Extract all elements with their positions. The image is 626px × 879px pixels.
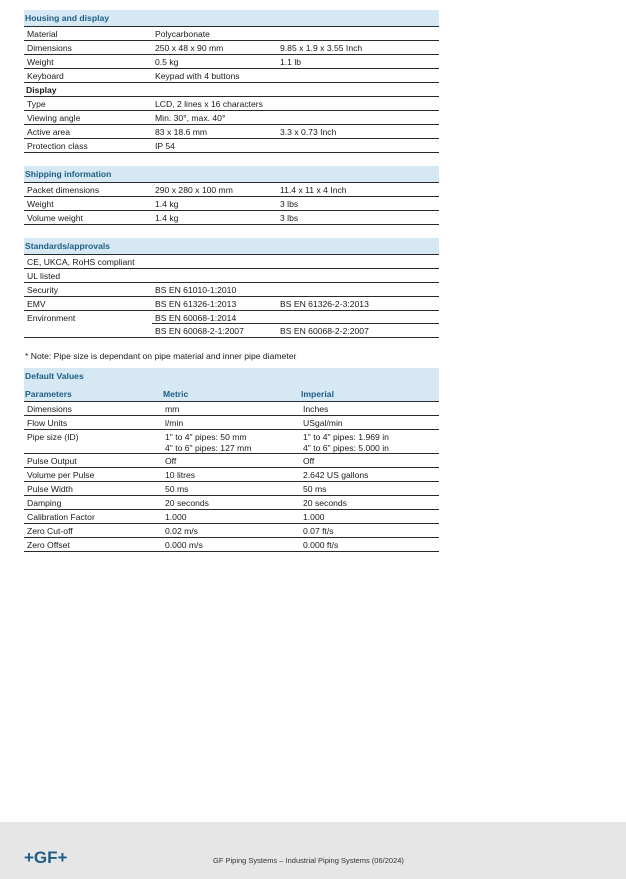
- table-row: [24, 311, 439, 324]
- param-name: Zero Offset: [27, 540, 70, 550]
- table-row: [24, 69, 439, 83]
- row-value-standard: BS EN 61326-1:2013: [155, 299, 237, 309]
- row-value-metric: Polycarbonate: [155, 29, 210, 39]
- row-value-imperial: [277, 111, 439, 124]
- row-value-standard: BS EN 60068-1:2014: [152, 311, 277, 324]
- row-label: [24, 324, 152, 337]
- param-imperial: USgal/min: [303, 418, 343, 428]
- param-metric: mm: [165, 404, 180, 414]
- row-value-imperial: 9.85 x 1.9 x 3.55 Inch: [280, 43, 363, 53]
- param-metric: 0.000 m/s: [165, 540, 203, 550]
- param-name: Calibration Factor: [27, 512, 95, 522]
- header-parameters: Parameters: [25, 389, 72, 399]
- datasheet: [24, 10, 439, 552]
- row-value-imperial: 3 lbs: [280, 213, 299, 223]
- param-imperial-line-2: 4" to 6" pipes: 5.000 in: [303, 443, 389, 453]
- table-row: [24, 468, 439, 482]
- param-imperial: 50 ms: [303, 484, 327, 494]
- table-row: [24, 416, 439, 430]
- param-metric-line-1: 1" to 4" pipes: 50 mm: [165, 432, 247, 442]
- row-label: CE, UKCA, RoHS compliant: [27, 257, 135, 267]
- display-subheading: Display: [26, 85, 57, 95]
- row-label: Packet dimensions: [27, 185, 100, 195]
- default-values-table: [24, 368, 439, 552]
- row-label: Dimensions: [27, 43, 72, 53]
- param-metric: 20 seconds: [165, 498, 209, 508]
- table-row: [24, 402, 439, 416]
- shipping-title: Shipping information: [24, 166, 439, 183]
- table-row: [24, 197, 439, 211]
- param-name: Flow Units: [27, 418, 68, 428]
- row-value-imperial: 1.1 lb: [280, 57, 302, 67]
- table-row: [24, 139, 439, 153]
- param-metric: l/min: [165, 418, 184, 428]
- param-name: Zero Cut-off: [27, 526, 73, 536]
- param-name: Pulse Width: [27, 484, 73, 494]
- table-row: [24, 27, 439, 41]
- page-footer: [0, 822, 626, 879]
- standards-table: [24, 238, 439, 338]
- param-imperial: Off: [303, 456, 315, 466]
- param-name: Damping: [27, 498, 62, 508]
- footer-text: GF Piping Systems – Industrial Piping Systems (06/2024): [213, 856, 404, 865]
- row-value-imperial: [277, 97, 439, 110]
- row-value-standard: BS EN 61010-1:2010: [155, 285, 237, 295]
- row-value-imperial: [277, 27, 439, 40]
- housing-title: Housing and display: [24, 10, 439, 27]
- row-value-standard-2: BS EN 60068-2-2:2007: [280, 326, 369, 336]
- param-imperial: 2.642 US gallons: [303, 470, 369, 480]
- row-label: UL listed: [27, 271, 61, 281]
- param-imperial: 0.000 ft/s: [303, 540, 339, 550]
- row-label: Material: [27, 29, 58, 39]
- table-row: [24, 496, 439, 510]
- table-row: [24, 211, 439, 225]
- pipe-size-note: * Note: Pipe size is dependant on pipe material and inner pipe diameter: [25, 351, 297, 361]
- shipping-table: [24, 166, 439, 225]
- row-value-metric: 250 x 48 x 90 mm: [155, 43, 224, 53]
- row-value-standard-2: [277, 283, 439, 296]
- param-metric: 50 ms: [165, 484, 189, 494]
- row-label: Weight: [27, 57, 54, 67]
- standards-title: Standards/approvals: [24, 238, 439, 255]
- gf-logo: +GF+: [24, 848, 68, 867]
- param-metric: 1.000: [165, 512, 187, 522]
- param-metric: 0.02 m/s: [165, 526, 198, 536]
- row-label: Keyboard: [27, 71, 64, 81]
- row-value-metric: 0.5 kg: [155, 57, 179, 67]
- row-value-imperial: 11.4 x 11 x 4 Inch: [280, 185, 347, 195]
- default-values-title: Default Values: [24, 368, 439, 385]
- table-row: [24, 97, 439, 111]
- housing-table: [24, 10, 439, 153]
- row-value-metric: 1.4 kg: [155, 213, 179, 223]
- param-metric-line-2: 4" to 6" pipes: 127 mm: [165, 443, 252, 453]
- row-value-standard: BS EN 60068-2-1:2007: [155, 326, 244, 336]
- param-metric: Off: [165, 456, 177, 466]
- header-imperial: Imperial: [301, 389, 334, 399]
- row-value-metric: Keypad with 4 buttons: [155, 71, 240, 81]
- row-label: Weight: [27, 199, 54, 209]
- row-value-metric: 83 x 18.6 mm: [155, 127, 208, 137]
- row-label: Active area: [27, 127, 70, 137]
- row-value-standard-2: [277, 311, 439, 324]
- table-row: [24, 430, 439, 454]
- header-metric: Metric: [163, 389, 189, 399]
- table-row: [24, 269, 439, 283]
- display-subheading-row: [24, 83, 439, 97]
- table-row: [24, 183, 439, 197]
- row-value-imperial: 3.3 x 0.73 Inch: [280, 127, 337, 137]
- param-imperial: 0.07 ft/s: [303, 526, 334, 536]
- table-row: [24, 297, 439, 311]
- row-label: EMV: [27, 299, 46, 309]
- table-row: [24, 538, 439, 552]
- row-label: Viewing angle: [27, 113, 81, 123]
- table-row: [24, 41, 439, 55]
- row-value-metric: IP 54: [155, 141, 175, 151]
- table-row: [24, 111, 439, 125]
- param-imperial: [300, 430, 439, 453]
- row-value-imperial: [277, 69, 439, 82]
- param-name: Dimensions: [27, 404, 72, 414]
- param-metric: 10 litres: [165, 470, 196, 480]
- param-name: Pulse Output: [27, 456, 77, 466]
- param-metric: [162, 430, 300, 453]
- table-row: [24, 255, 439, 269]
- param-imperial: 20 seconds: [303, 498, 347, 508]
- param-imperial: Inches: [303, 404, 329, 414]
- default-values-header: [24, 385, 439, 402]
- row-label: Security: [27, 285, 59, 295]
- row-value-metric: 1.4 kg: [155, 199, 179, 209]
- row-label: Protection class: [27, 141, 88, 151]
- table-row: [24, 524, 439, 538]
- row-value-metric: Min. 30°, max. 40°: [155, 113, 226, 123]
- table-row: [24, 324, 439, 338]
- table-row: [24, 125, 439, 139]
- table-row: [24, 454, 439, 468]
- row-value-imperial: 3 lbs: [280, 199, 299, 209]
- row-label: Environment: [27, 313, 76, 323]
- row-value-metric: 290 x 280 x 100 mm: [155, 185, 233, 195]
- row-label: Volume weight: [27, 213, 83, 223]
- param-name: Volume per Pulse: [27, 470, 95, 480]
- table-row: [24, 510, 439, 524]
- row-value-metric: LCD, 2 lines x 16 characters: [155, 99, 263, 109]
- table-row: [24, 55, 439, 69]
- param-imperial-line-1: 1" to 4" pipes: 1.969 in: [303, 432, 389, 442]
- param-name: Pipe size (ID): [27, 432, 79, 442]
- row-value-standard-2: BS EN 61326-2-3:2013: [280, 299, 369, 309]
- table-row: [24, 482, 439, 496]
- table-row: [24, 283, 439, 297]
- param-imperial: 1.000: [303, 512, 325, 522]
- row-value-imperial: [277, 139, 439, 152]
- row-label: Type: [27, 99, 46, 109]
